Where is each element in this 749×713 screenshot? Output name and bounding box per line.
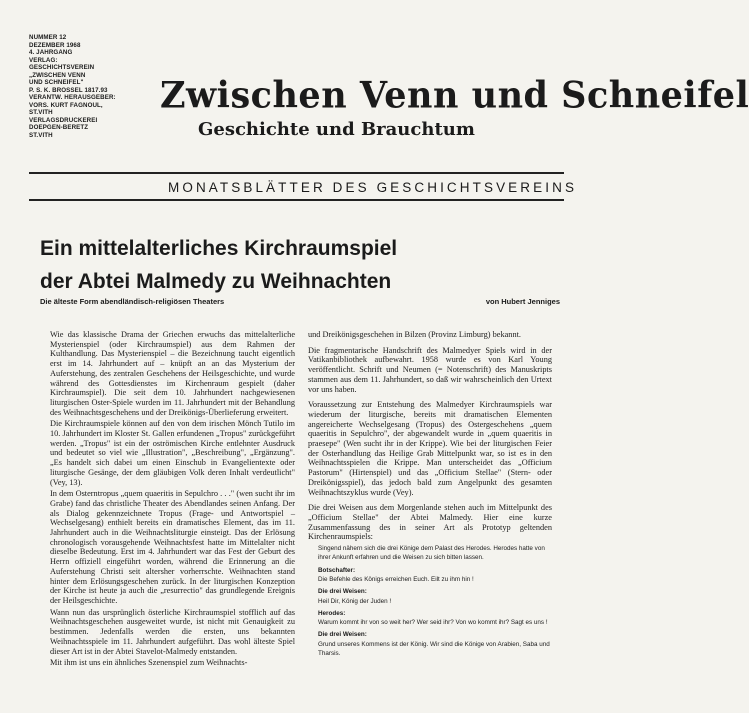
meta-line: „ZWISCHEN VENN [29,71,86,79]
dialogue-role: Die drei Weisen: [318,631,367,639]
paragraph: Voraussetzung zur Entstehung des Malmedyer Kirchraumspiels war wiederum der liturgische, bereits mit dramatischen Elementen angereicherte Wechselgesang (Tropus) des Ostergeschehens „quem quaeritis in Sepulchro", der abgewandelt wurde in „quem quaeritis in praesepe" (Wen sucht ihr in der Krippe). Wie bei der liturgischen Feier der Osterhandlung das Heilige Grab Mittelpunkt war, so ist es in den Weihnachtsspielen die Krippe. Man unterscheidet das „Officium Pastorum" (Hirtenspiel) und das „Officium Stellae" (Stern- oder Dreikönigsspiel), das jedoch bald zum Angelpunkt des gesamten Weihnachtszyklus wurde (Vey). [308,400,552,497]
meta-line: VERLAG: [29,56,58,64]
masthead-divider [29,172,564,174]
play-dialogue [308,544,552,658]
dialogue-role: Botschafter: [318,566,356,574]
article-author: von Hubert Jenniges [485,297,560,306]
paragraph: In dem Osterntropus „quem quaeritis in Sepulchro . . ." (wen sucht ihr im Grabe) fand das christliche Theater des Abendlandes seinen Anfang. Der als Dialog gekennzeichnete Tropus (Frage- und Antwortspiel – Wechselgesang) enthielt bereits ein dramatisches Element, das im 11. Jahrhundert auch in die Weihnachtsliturgie einsteigt. Das der Erlösung chronologisch vorausgehende Weihnachtsfest hatte im Mittelalter nicht dieselbe Bedeutung. Erst im 4. Jahrhundert war das Fest der Geburt des Herrn offiziell eingeführt worden, während die Erinnerung an die Auferstehung Christi seit altersher vorherrschte. Weihnachten stand hinter dem Erlösungsgeschehen zurück. In der liturgischen Konzeption der Kirche ist heute ja auch die „resurrectio" das grundlegende Ereignis der Heilsgeschichte. [50,489,295,605]
section-banner: MONATSBLÄTTER DES GESCHICHTSVEREINS [168,180,578,195]
meta-line: DEZEMBER 1968 [29,41,81,49]
meta-line: P. S. K. BROSSEL 1817.93 [29,86,108,94]
article-column-left [50,330,295,710]
meta-line: ST.VITH [29,109,53,116]
meta-line: UND SCHNEIFEL" [29,79,84,86]
paragraph: Die fragmentarische Handschrift des Malmedyer Spiels wird in der Vatikanbibliothek aufbewahrt. 1958 wurde es von Karl Young veröffentlicht. Schrift und Neumen (= Notenschrift) des Manuskripts stammen aus dem 11. Jahrhundert, so daß wir wahrscheinlich den Urtext vor uns haben. [308,345,552,394]
dialogue-text: Singend nähern sich die drei Könige dem Palast des Herodes. Herodes hatte von ihrer Ankunft erfahren und die Weisen zu sich bitten lassen. [318,545,545,562]
meta-line: 4. JAHRGANG [29,49,73,56]
paragraph: und Dreikönigsgeschehen in Bilzen (Provinz Limburg) bekannt. [308,330,521,339]
meta-line: GESCHICHTSVEREIN [29,64,95,71]
dialogue-text: Grund unseres Kommens ist der König. Wir sind die Könige von Arabien, Saba und Tharsis. [318,640,550,658]
meta-line: NUMMER 12 [29,34,67,41]
publication-info [29,34,149,139]
masthead-subtitle: Geschichte und Brauchtum [198,119,475,140]
article-deck-row [40,297,560,306]
paragraph: Die Kirchraumspiele können auf den von dem irischen Mönch Tutilo im 10. Jahrhundert im Kloster St. Gallen erfundenen „Tropus" zurückgeführt werden. „Tropus" ist ein der oströmischen Kirche entlehnter Ausdruck und bedeutet so viel wie „Illustration", „Beschreibung", „Ergänzung". „Es handelt sich dabei um einen Einschub in Evangelientexte oder liturgische Gesänge, der dem gläubigen Volk deren Inhalt verdeutlicht" (Vey, 13). [50,419,295,487]
meta-line: VERLAGSDRUCKEREI [29,116,98,124]
dialogue-text: Warum kommt ihr von so weit her? Wer seid ihr? Von wo kommt ihr? Sagt es uns ! [318,619,548,627]
meta-line: VORS. KURT FAGNOUL, [29,101,103,109]
article-deck: Die älteste Form abendländisch-religiösen Theaters [40,297,225,306]
banner-divider [29,199,564,201]
headline-line: der Abtei Malmedy zu Weihnachten [40,270,392,293]
masthead-title: Zwischen Venn und Schneifel [160,73,749,117]
headline-line: Ein mittelalterliches Kirchraumspiel [40,237,398,260]
meta-line: VERANTW. HERAUSGEBER: [29,94,116,101]
paragraph: Mit ihm ist uns ein ähnliches Szenenspiel zum Weihnachts- [50,658,248,668]
paragraph: Wie das klassische Drama der Griechen erwuchs das mittelalterliche Mysterienspiel (oder Kirchraumspiel) aus dem Rahmen der Kulthandlung. Das Mysterienspiel – die Bezeichnung taucht eigentlich erst im 14. Jahrhundert auf – knüpft an an das Mysterium der Auferstehung, des zentralen Geschehens der Heilsgeschichte, und wurde während des Gottesdienstes im Kirchenraum gespielt (daher Kirchraumspiel). Die seit dem 10. Jahrhundert nachgewiesenen liturgischen Oster-Spiele wurden im 11. Jahrhundert mit der Behandlung des Weihnachtsgeschehens und der Dreikönigs-Überlieferung erweitert. [50,330,295,417]
dialogue-role: Die drei Weisen: [318,588,367,596]
dialogue-text: Die Befehle des Königs erreichen Euch. Eilt zu ihm hin ! [318,575,474,583]
dialogue-role: Herodes: [318,609,346,617]
meta-line: DOEPGEN-BERETZ [29,124,89,131]
meta-line: ST.VITH [29,131,53,139]
paragraph: Die drei Weisen aus dem Morgenlande stehen auch im Mittelpunkt des „Officium Stellae" der Abtei Malmedy. Hier eine kurze Zusammenfassung des in seiner Art als Prototyp geltenden Kirchenraumspiels: [308,503,552,542]
dialogue-text: Heil Dir, König der Juden ! [318,597,392,605]
article-headline [40,232,560,298]
paragraph: Wann nun das ursprünglich österliche Kirchraumspiel stofflich auf das Weihnachtsgeschehen ausgeweitet wurde, ist nicht mit Genauigkeit zu bestimmen. Jedenfalls werden die ersten, uns bekannten Weihnachtsspiele im 11. Jahrhundert aufgeführt. Das wohl älteste Spiel dieser Art ist in der Abtei Stavelot-Malmedy entstanden. [50,607,295,656]
article-column-right [308,330,552,710]
